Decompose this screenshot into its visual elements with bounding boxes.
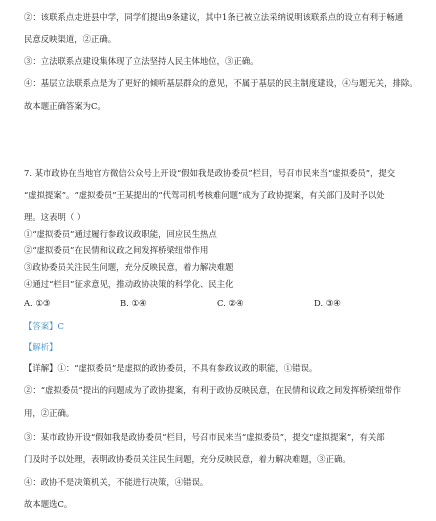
- question-option: ②“虚拟委员”在民情和议政之间发挥桥梁纽带作用: [24, 245, 209, 255]
- choice-d: D. ③④: [314, 298, 341, 308]
- analysis-line: 用，②正确。: [24, 408, 75, 418]
- question-stem-line: 理。这表明（ ）: [24, 212, 86, 222]
- prev-analysis-line: 民意反映渠道，②正确。: [24, 34, 117, 44]
- question-option: ③政协委员关注民生问题，充分反映民意，着力解决难题: [24, 262, 234, 272]
- choice-b: B. ①④: [120, 298, 147, 308]
- analysis-line: 门及时予以处理，表明政协委员关注民生问题，充分反映民意，着力解决难题，③正确。: [24, 454, 351, 464]
- analysis-line: 故本题选C。: [24, 499, 73, 509]
- question-stem-line: “虚拟提案”。“虚拟委员”王某提出的“代驾司机考核难问题”成为了政协提案，有关部门及时予以处: [24, 190, 385, 200]
- analysis-line: ②：“虚拟委员”提出的问题成为了政协提案，有利于政协反映民意，在民情和议政之间发挥桥梁纽带作: [24, 385, 402, 395]
- analysis-line: 【详解】①：“虚拟委员”是虚拟的政协委员，不具有参政议政的职能，①错误。: [24, 363, 318, 373]
- analysis-line: ③：某市政协开设“假如我是政协委员”栏目，号召市民来当“虚拟委员”，提交“虚拟提案”，有关部: [24, 432, 385, 442]
- prev-analysis-line: ④：基层立法联系点是为了更好的倾听基层群众的意见，不属于基层的民主制度建设，④与题无关，排除。: [24, 78, 418, 88]
- analysis-line: ④：政协不是决策机关，不能进行决策，④错误。: [24, 477, 209, 487]
- choice-c: C. ②④: [217, 298, 244, 308]
- question-stem-line: 7. 某市政协在当地官方微信公众号上开设“假如我是政协委员”栏目，号召市民来当“虚拟委员”，提交: [24, 168, 396, 178]
- prev-analysis-line: ②：该联系点走进县中学，同学们提出9条建议，其中1条已被立法采纳说明该联系点的设立有利于畅通: [24, 12, 404, 22]
- question-option: ①“虚拟委员”通过履行参政议政职能，回应民生热点: [24, 229, 217, 239]
- prev-analysis-line: 故本题正确答案为C。: [24, 101, 106, 111]
- choice-a: A. ①③: [24, 298, 51, 308]
- analysis-header: 【解析】: [24, 342, 58, 352]
- prev-analysis-line: ③：立法联系点建设集体现了立法坚持人民主体地位，③正确。: [24, 56, 259, 66]
- answer-label: 【答案】C: [24, 321, 64, 331]
- question-option: ④通过“栏目”征求意见，推动政协决策的科学化、民主化: [24, 279, 234, 289]
